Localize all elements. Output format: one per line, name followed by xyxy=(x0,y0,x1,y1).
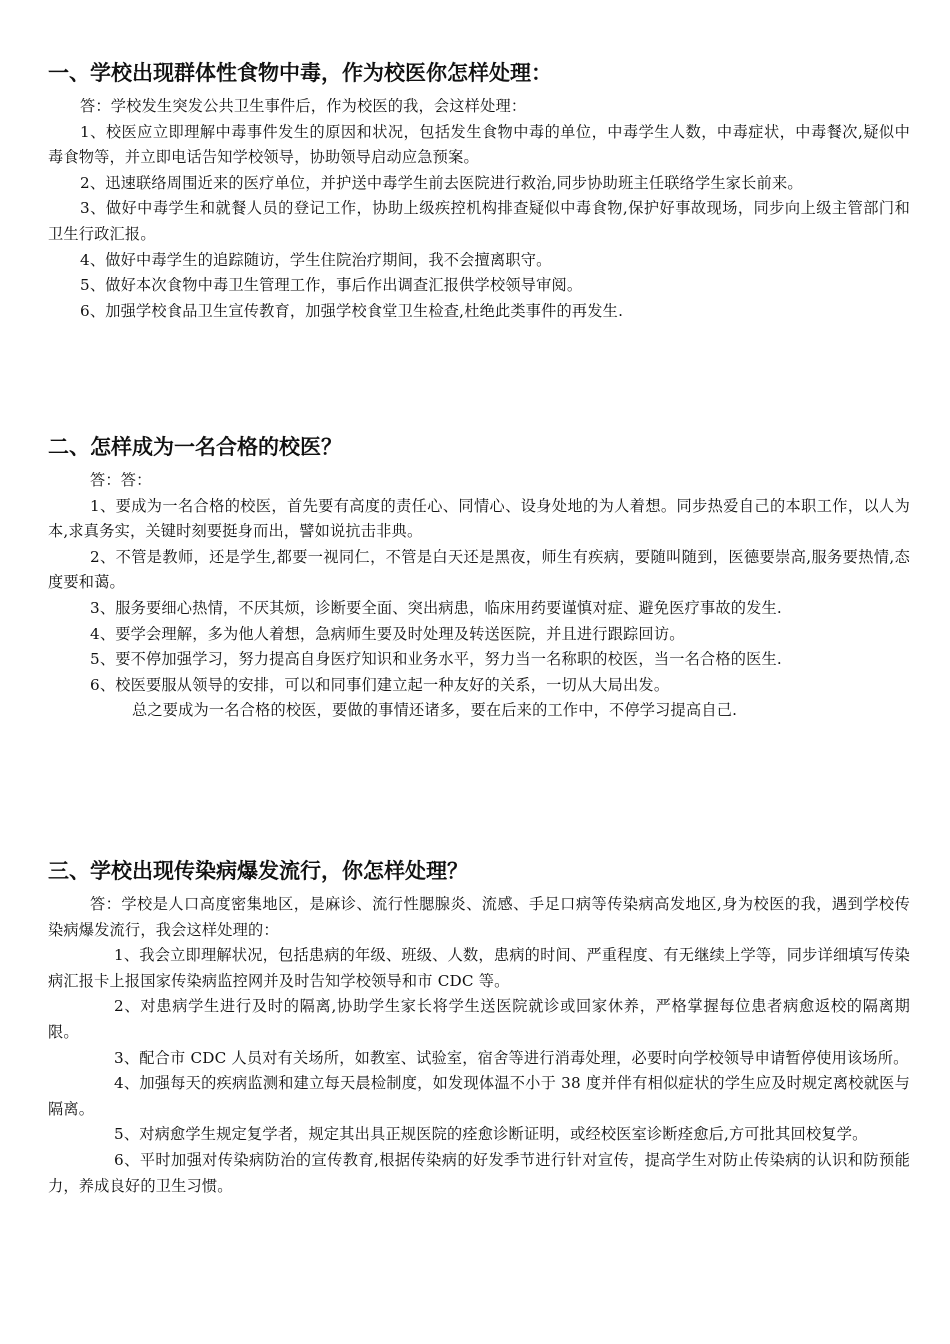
section-3-answer-intro: 答：学校是人口高度密集地区，是麻诊、流行性腮腺炎、流感、手足口病等传染病高发地区,身为校医的我，遇到学校传染病爆发流行，我会这样处理的： xyxy=(48,895,910,939)
section-3-item-3: 3、配合市 CDC 人员对有关场所，如教室、试验室，宿舍等进行消毒处理，必要时向学校领导申请暂停使用该场所。 xyxy=(114,1048,909,1067)
section-1-item-2: 2、迅速联络周围近来的医疗单位，并护送中毒学生前去医院进行救治,同步协助班主任联络学生家长前来。 xyxy=(80,173,803,192)
section-3-item-5: 5、对病愈学生规定复学者，规定其出具正规医院的痊愈诊断证明，或经校医室诊断痊愈后,方可批其回校复学。 xyxy=(114,1125,868,1144)
section-2-answer-intro: 答：答： xyxy=(90,471,152,489)
section-2-item-2: 2、不管是教师，还是学生,都要一视同仁，不管是白天还是黑夜，师生有疾病，要随叫随到，医德要崇高,服务要热情,态度要和蔼。 xyxy=(48,547,910,592)
section-1-item-3: 3、做好中毒学生和就餐人员的登记工作，协助上级疾控机构排查疑似中毒食物,保护好事故现场，同步向上级主管部门和卫生行政汇报。 xyxy=(48,199,910,243)
section-3-title: 三、学校出现传染病爆发流行，你怎样处理？ xyxy=(48,859,468,883)
section-2-item-3: 3、服务要细心热情，不厌其烦，诊断要全面、突出病患，临床用药要谨慎对症、避免医疗事故的发生. xyxy=(90,598,782,617)
section-3-item-4: 4、加强每天的疾病监测和建立每天晨检制度，如发现体温不小于 38 度并伴有相似症状的学生应及时规定离校就医与隔离。 xyxy=(48,1074,910,1118)
section-1-answer-intro: 答：学校发生突发公共卫生事件后，作为校医的我，会这样处理： xyxy=(80,97,527,115)
section-2-item-1: 1、要成为一名合格的校医，首先要有高度的责任心、同情心、设身处地的为人着想。同步热爱自己的本职工作，以人为本,求真务实，关键时刻要挺身而出，譬如说抗击非典。 xyxy=(48,496,910,541)
section-1-item-5: 5、做好本次食物中毒卫生管理工作，事后作出调查汇报供学校领导审阅。 xyxy=(80,276,583,295)
section-infectious-disease xyxy=(48,856,910,1199)
section-3-item-2: 2、对患病学生进行及时的隔离,协助学生家长将学生送医院就诊或回家休养，严格掌握每位患者病愈返校的隔离期限。 xyxy=(48,997,910,1041)
section-1-item-6: 6、加强学校食品卫生宣传教育，加强学校食堂卫生检查,杜绝此类事件的再发生. xyxy=(80,301,624,320)
section-food-poisoning xyxy=(48,58,910,324)
section-2-item-6: 6、校医要服从领导的安排，可以和同事们建立起一种友好的关系，一切从大局出发。 xyxy=(90,675,670,694)
section-1-item-4: 4、做好中毒学生的追踪随访，学生住院治疗期间，我不会擅离职守。 xyxy=(80,250,552,269)
section-3-item-1: 1、我会立即理解状况，包括患病的年级、班级、人数，患病的时间、严重程度、有无继续上学等，同步详细填写传染病汇报卡上报国家传染病监控网并及时告知学校领导和市 CDC 等。 xyxy=(48,946,910,990)
section-2-title: 二、怎样成为一名合格的校医？ xyxy=(48,435,342,459)
section-1-title: 一、学校出现群体性食物中毒，作为校医你怎样处理： xyxy=(48,61,552,85)
section-2-item-4: 4、要学会理解，多为他人着想，急病师生要及时处理及转送医院，并且进行跟踪回访。 xyxy=(90,624,685,643)
section-3-item-6: 6、平时加强对传染病防治的宣传教育,根据传染病的好发季节进行针对宣传，提高学生对防止传染病的认识和防预能力，养成良好的卫生习惯。 xyxy=(48,1150,910,1195)
section-qualified-school-doctor xyxy=(48,432,910,724)
section-1-item-1: 1、校医应立即理解中毒事件发生的原因和状况，包括发生食物中毒的单位，中毒学生人数，中毒症状，中毒餐次,疑似中毒食物等，并立即电话告知学校领导，协助领导启动应急预案。 xyxy=(48,122,910,167)
section-2-item-5: 5、要不停加强学习，努力提高自身医疗知识和业务水平，努力当一名称职的校医，当一名合格的医生. xyxy=(90,650,782,669)
section-2-summary: 总之要成为一名合格的校医，要做的事情还诸多，要在后来的工作中，不停学习提高自己. xyxy=(132,701,738,720)
